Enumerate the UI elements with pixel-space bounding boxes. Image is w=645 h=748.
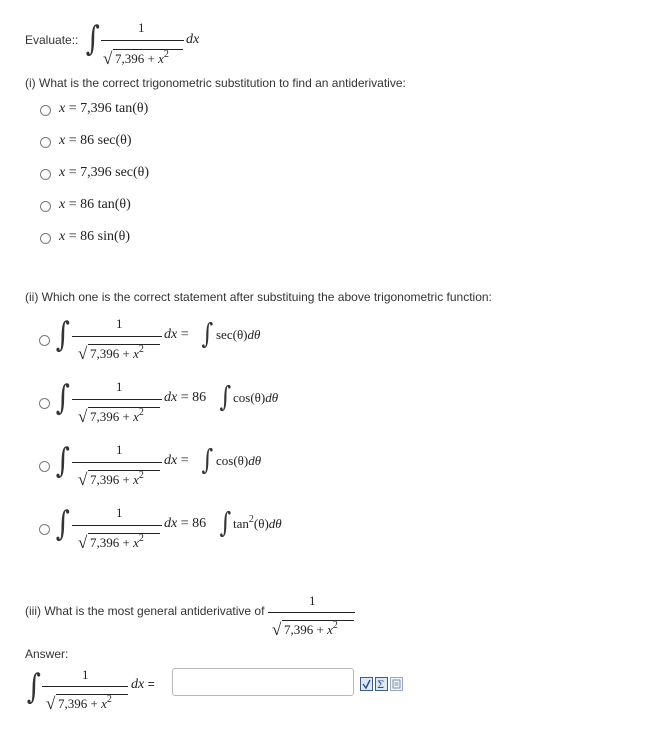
part3-numerator: 1 xyxy=(309,593,316,608)
part2-option-2-rhs-integral: ∫ xyxy=(219,380,232,413)
part3-sqrt-sign: √ xyxy=(272,620,282,639)
part2-option-3-rhs-integral: ∫ xyxy=(201,443,214,476)
evaluate-fraction-bar xyxy=(101,40,184,41)
part1-option-2-radio[interactable] xyxy=(40,137,51,148)
answer-numerator: 1 xyxy=(82,667,89,682)
part2-option-1-sqrt-bar xyxy=(88,344,160,345)
part2-option-4-radio[interactable] xyxy=(39,524,50,535)
answer-sqrt-bar xyxy=(56,694,128,695)
part2-question: (ii) Which one is the correct statement after substituing the above trigonometric function: xyxy=(25,290,492,304)
part1-option-4: x = 86 tan(θ) xyxy=(59,197,131,212)
part2-option-3-denominator: $7,396 + x^2$ xyxy=(90,470,144,487)
sqrt-sign: √ xyxy=(103,49,113,68)
evaluate-dx: dx xyxy=(186,32,200,47)
part2-option-1-radio[interactable] xyxy=(39,335,50,346)
part1-option-1: x = 7,396 tan(θ) xyxy=(59,101,149,116)
sqrt-bar xyxy=(113,49,183,50)
part1-option-4-radio[interactable] xyxy=(40,201,51,212)
part2-option-1-denominator: $7,396 + x^2$ xyxy=(90,344,144,361)
answer-label: Answer: xyxy=(25,647,69,661)
part2-option-3-numerator: 1 xyxy=(116,442,123,457)
part2-option-1-rhs-integral: ∫ xyxy=(201,317,214,350)
answer-dx: dx = xyxy=(131,677,155,692)
part3-sqrt-bar xyxy=(282,620,354,621)
part2-option-4-fraction-bar xyxy=(72,525,162,526)
part2-option-4-rhs-integral: ∫ xyxy=(219,506,232,539)
part2-option-3-integral: ∫ xyxy=(55,441,70,481)
part1-option-3: x = 7,396 sec(θ) xyxy=(59,165,150,180)
part2-option-4-rhs-expr: $\tan^2(\theta)d\theta$ xyxy=(233,514,282,531)
part3-denominator: $7,396 + x^2$ xyxy=(284,620,338,637)
part2-option-1-fraction-bar xyxy=(72,336,162,337)
document-icon[interactable] xyxy=(390,677,403,691)
part2-option-4-denominator: $7,396 + x^2$ xyxy=(90,533,144,550)
evaluate-denominator: $7,396 + x^2$ xyxy=(115,49,169,66)
part2-option-1-rhs-expr: sec(θ)dθ xyxy=(216,327,261,342)
evaluate-numerator: 1 xyxy=(138,20,145,35)
part2-option-3-sqrt-sign: √ xyxy=(78,470,88,489)
part3-fraction-bar xyxy=(268,612,355,613)
part2-option-2-numerator: 1 xyxy=(116,379,123,394)
answer-denominator: $7,396 + x^2$ xyxy=(58,694,112,711)
part2-option-1-sqrt-sign: √ xyxy=(78,344,88,363)
equation-editor-icon[interactable] xyxy=(360,677,373,691)
part2-option-1-numerator: 1 xyxy=(116,316,123,331)
part1-option-5-radio[interactable] xyxy=(40,233,51,244)
part2-option-4-integral: ∫ xyxy=(55,504,70,544)
part2-option-3-sqrt-bar xyxy=(88,470,160,471)
part2-option-4-sqrt-sign: √ xyxy=(78,533,88,552)
part2-option-3-fraction-bar xyxy=(72,462,162,463)
formula-icon[interactable] xyxy=(375,677,388,691)
answer-fraction-bar xyxy=(42,686,128,687)
part3-question: (iii) What is the most general antiderivative of xyxy=(25,604,265,618)
evaluate-label: Evaluate:: xyxy=(25,33,79,47)
part1-option-5: x = 86 sin(θ) xyxy=(59,229,130,244)
part2-option-4-sqrt-bar xyxy=(88,533,160,534)
answer-sqrt-sign: √ xyxy=(46,694,56,713)
answer-integral: ∫ xyxy=(26,667,41,707)
part2-option-1-rhs: dx = xyxy=(164,327,189,342)
svg-text:Σ: Σ xyxy=(377,680,385,690)
part1-option-2: x = 86 sec(θ) xyxy=(59,133,132,148)
part2-option-4-numerator: 1 xyxy=(116,505,123,520)
part2-option-2-integral: ∫ xyxy=(55,378,70,418)
part2-option-4-rhs: dx = 86 xyxy=(164,516,207,531)
part2-option-2-fraction-bar xyxy=(72,399,162,400)
part2-option-2-rhs-expr: cos(θ)dθ xyxy=(233,390,279,405)
part1-question: (i) What is the correct trigonometric substitution to find an antiderivative: xyxy=(25,76,406,90)
part2-option-1-integral: ∫ xyxy=(55,315,70,355)
part1-option-1-radio[interactable] xyxy=(40,105,51,116)
part2-option-2-sqrt-bar xyxy=(88,407,160,408)
part2-option-2-radio[interactable] xyxy=(39,398,50,409)
part1-option-3-radio[interactable] xyxy=(40,169,51,180)
answer-input[interactable] xyxy=(172,668,354,696)
part2-option-2-denominator: $7,396 + x^2$ xyxy=(90,407,144,424)
part2-option-3-rhs-expr: cos(θ)dθ xyxy=(216,453,262,468)
integral-sign: ∫ xyxy=(85,19,100,59)
part2-option-3-radio[interactable] xyxy=(39,461,50,472)
part2-option-3-rhs: dx = xyxy=(164,453,189,468)
part2-option-2-sqrt-sign: √ xyxy=(78,407,88,426)
part2-option-2-rhs: dx = 86 xyxy=(164,390,207,405)
